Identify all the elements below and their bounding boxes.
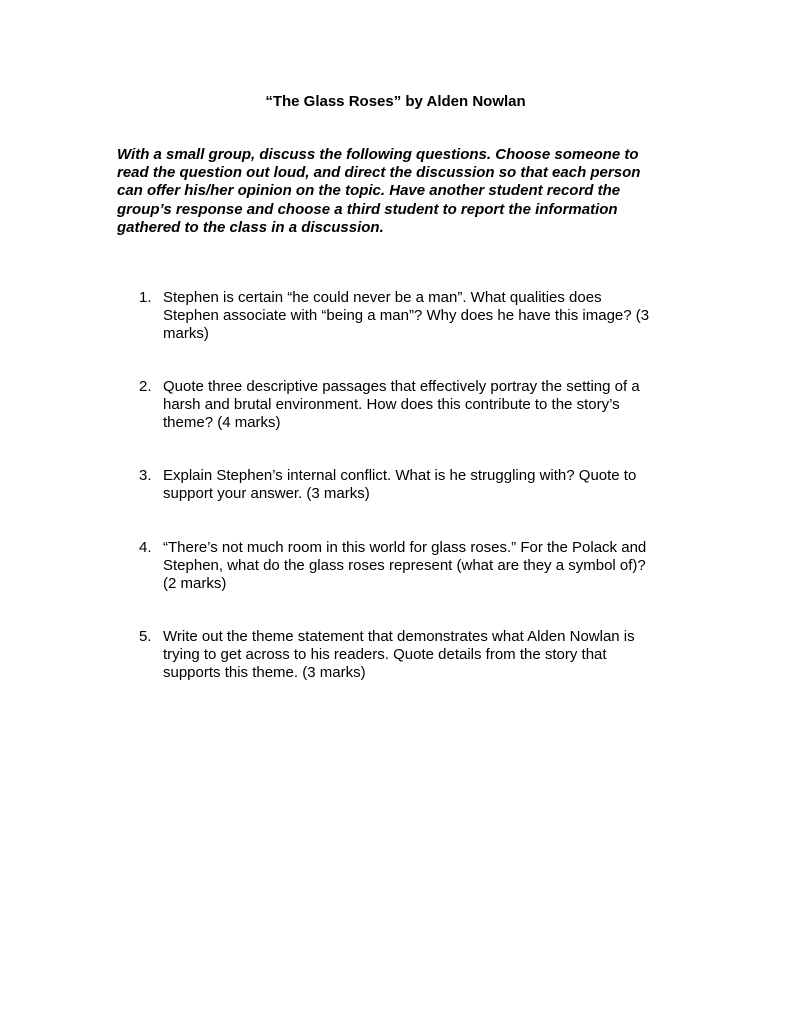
question-line: (2 marks): [163, 575, 227, 593]
instructions-line: gathered to the class in a discussion.: [117, 218, 384, 236]
instructions-line: group’s response and choose a third student to report the information: [117, 200, 618, 218]
question-number: 1.: [139, 289, 152, 306]
question-line: supports this theme. (3 marks): [163, 664, 366, 682]
instructions-paragraph: [117, 146, 677, 237]
question-text: [163, 539, 703, 594]
instructions-line: With a small group, discuss the following questions. Choose someone to: [117, 146, 639, 163]
question-text: [163, 289, 703, 344]
question-line: support your answer. (3 marks): [163, 485, 370, 503]
question-line: Quote three descriptive passages that effectively portray the setting of a: [163, 378, 640, 395]
question-line: Write out the theme statement that demonstrates what Alden Nowlan is: [163, 628, 635, 645]
question-text: [163, 378, 703, 433]
question-number: 5.: [139, 628, 152, 645]
question-line: Stephen associate with “being a man”? Why does he have this image? (3: [163, 307, 650, 325]
question-line: marks): [163, 325, 209, 343]
instructions-line: can offer his/her opinion on the topic. Have another student record the: [117, 182, 621, 200]
question-text: [163, 628, 703, 683]
question-line: Stephen is certain “he could never be a man”. What qualities does: [163, 289, 602, 306]
question-line: harsh and brutal environment. How does this contribute to the story’s: [163, 396, 620, 414]
question-line: theme? (4 marks): [163, 414, 281, 432]
question-text: [163, 467, 703, 503]
question-number: 3.: [139, 467, 152, 484]
question-number: 4.: [139, 539, 152, 556]
question-line: Stephen, what do the glass roses represent (what are they a symbol of)?: [163, 557, 646, 575]
instructions-line: read the question out loud, and direct the discussion so that each person: [117, 164, 641, 182]
question-line: trying to get across to his readers. Quote details from the story that: [163, 646, 607, 664]
question-line: “There’s not much room in this world for glass roses.” For the Polack and: [163, 539, 647, 556]
document-title: “The Glass Roses” by Alden Nowlan: [265, 93, 526, 110]
question-number: 2.: [139, 378, 152, 395]
question-line: Explain Stephen’s internal conflict. What is he struggling with? Quote to: [163, 467, 637, 484]
